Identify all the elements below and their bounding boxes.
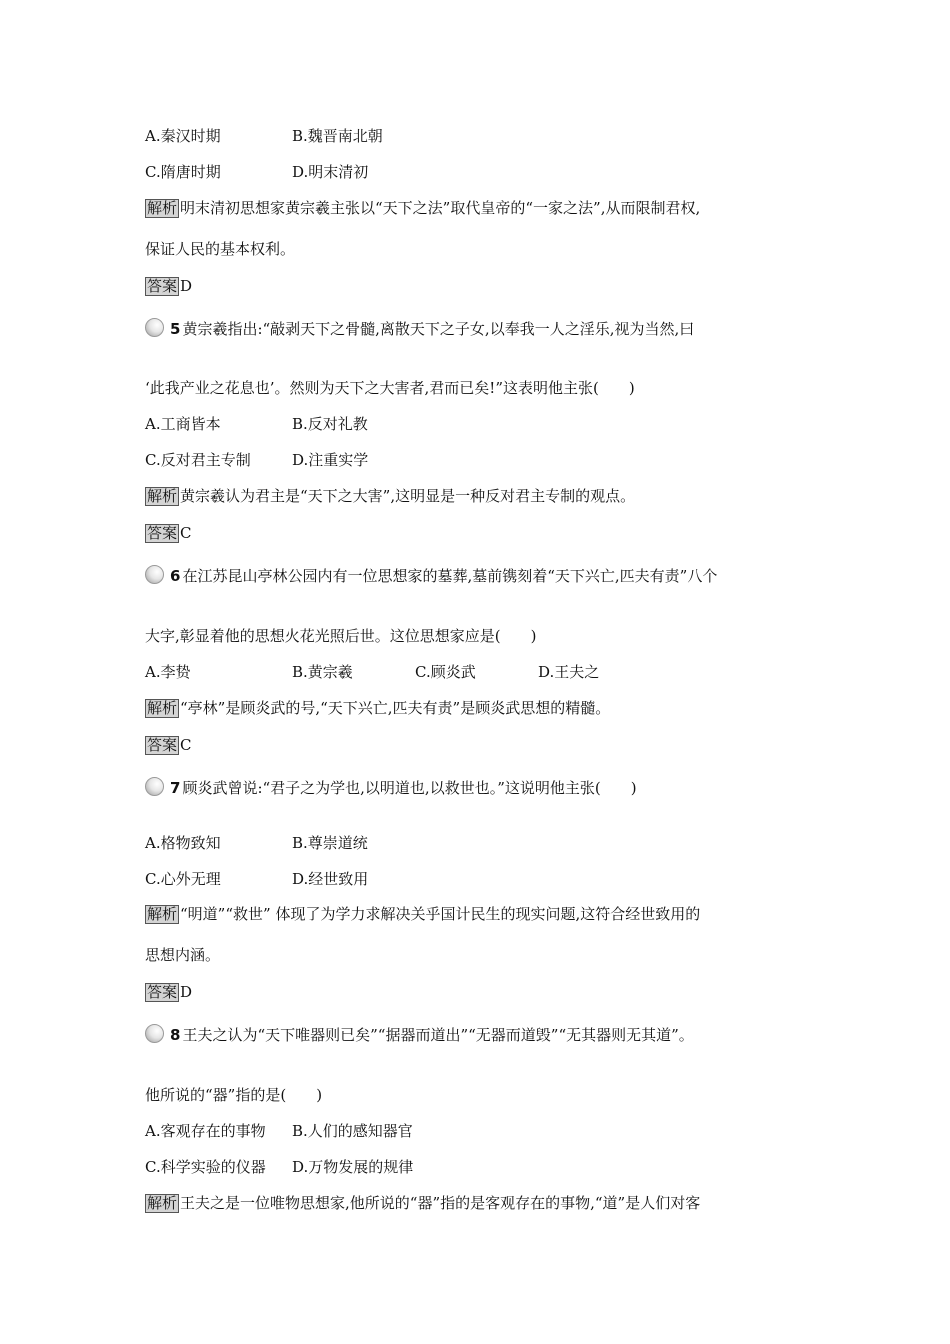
q4-option-c: C.隋唐时期 xyxy=(145,163,221,181)
q8-stem xyxy=(145,1024,694,1045)
q5-answer xyxy=(145,523,192,543)
q7-option-c: C.心外无理 xyxy=(145,870,221,888)
q6-option-d: D.王夫之 xyxy=(538,663,600,681)
q6-option-c: C.顾炎武 xyxy=(415,663,476,681)
q8-analysis-text: 王夫之是一位唯物思想家,他所说的“器”指的是客观存在的事物,“道”是人们对客 xyxy=(180,1194,701,1212)
q6-option-b: B.黄宗羲 xyxy=(292,663,353,681)
analysis-label: 解析 xyxy=(147,487,178,505)
q8-number: 8 xyxy=(170,1026,181,1044)
q6-number: 6 xyxy=(170,567,181,585)
q8-analysis xyxy=(145,1193,700,1213)
question-bullet-icon xyxy=(145,318,164,337)
q7-analysis-cont: 思想内涵。 xyxy=(145,946,221,964)
q5-option-c: C.反对君主专制 xyxy=(145,451,251,469)
q6-stem-text: 在江苏昆山亭林公园内有一位思想家的墓葬,墓前镌刻着“天下兴亡,匹夫有责”八个 xyxy=(182,567,718,585)
q5-number: 5 xyxy=(170,320,181,338)
q4-answer xyxy=(145,276,192,296)
question-bullet-icon xyxy=(145,777,164,796)
question-bullet-icon xyxy=(145,565,164,584)
question-bullet-icon xyxy=(145,1024,164,1043)
q8-stem-text: 王夫之认为“天下唯器则已矣”“据器而道出”“无器而道毁”“无其器则无其道”。 xyxy=(182,1026,694,1044)
q8-stem-cont: 他所说的“器”指的是( ) xyxy=(145,1086,323,1104)
q5-analysis xyxy=(145,486,635,506)
q7-answer-value: D xyxy=(180,983,193,1001)
q5-stem-text: 黄宗羲指出:“敲剥天下之骨髓,离散天下之子女,以奉我一人之淫乐,视为当然,曰 xyxy=(182,320,695,338)
q7-stem xyxy=(145,777,637,798)
q4-analysis-text: 明末清初思想家黄宗羲主张以“天下之法”取代皇帝的“一家之法”,从而限制君权, xyxy=(180,199,701,217)
q5-stem xyxy=(145,318,694,339)
analysis-label: 解析 xyxy=(147,1194,178,1212)
q7-stem-text: 顾炎武曾说:“君子之为学也,以明道也,以救世也。”这说明他主张( ) xyxy=(182,779,637,797)
analysis-label: 解析 xyxy=(147,199,178,217)
q5-option-a: A.工商皆本 xyxy=(145,415,221,433)
q8-option-b: B.人们的感知器官 xyxy=(292,1122,413,1140)
analysis-label: 解析 xyxy=(147,905,178,923)
q5-stem-cont: ‘此我产业之花息也’。然则为天下之大害者,君而已矣!”这表明他主张( ) xyxy=(145,379,635,397)
answer-label: 答案 xyxy=(147,277,178,295)
q7-analysis xyxy=(145,904,700,924)
q8-option-c: C.科学实验的仪器 xyxy=(145,1158,266,1176)
q7-number: 7 xyxy=(170,779,181,797)
q4-option-b: B.魏晋南北朝 xyxy=(292,127,383,145)
q6-answer-value: C xyxy=(180,736,192,754)
q4-option-d: D.明末清初 xyxy=(292,163,369,181)
q7-option-b: B.尊崇道统 xyxy=(292,834,368,852)
q8-option-d: D.万物发展的规律 xyxy=(292,1158,414,1176)
q7-option-d: D.经世致用 xyxy=(292,870,369,888)
q4-analysis xyxy=(145,198,700,218)
q5-option-d: D.注重实学 xyxy=(292,451,369,469)
q6-option-a: A.李贽 xyxy=(145,663,191,681)
q8-option-a: A.客观存在的事物 xyxy=(145,1122,266,1140)
q7-analysis-text: “明道”“救世” 体现了为学力求解决关乎国计民生的现实问题,这符合经世致用的 xyxy=(180,905,701,923)
q6-analysis xyxy=(145,698,610,718)
q5-analysis-text: 黄宗羲认为君主是“天下之大害”,这明显是一种反对君主专制的观点。 xyxy=(180,487,636,505)
q4-option-a: A.秦汉时期 xyxy=(145,127,221,145)
answer-label: 答案 xyxy=(147,524,178,542)
answer-label: 答案 xyxy=(147,983,178,1001)
q7-option-a: A.格物致知 xyxy=(145,834,221,852)
q4-answer-value: D xyxy=(180,277,193,295)
q7-answer xyxy=(145,982,192,1002)
q5-answer-value: C xyxy=(180,524,192,542)
q6-analysis-text: “亭林”是顾炎武的号,“天下兴亡,匹夫有责”是顾炎武思想的精髓。 xyxy=(180,699,611,717)
q5-option-b: B.反对礼教 xyxy=(292,415,368,433)
answer-label: 答案 xyxy=(147,736,178,754)
q4-analysis-cont: 保证人民的基本权利。 xyxy=(145,240,296,258)
analysis-label: 解析 xyxy=(147,699,178,717)
q6-stem-cont: 大字,彰显着他的思想火花光照后世。这位思想家应是( ) xyxy=(145,627,537,645)
q6-stem xyxy=(145,565,717,586)
q6-answer xyxy=(145,735,192,755)
